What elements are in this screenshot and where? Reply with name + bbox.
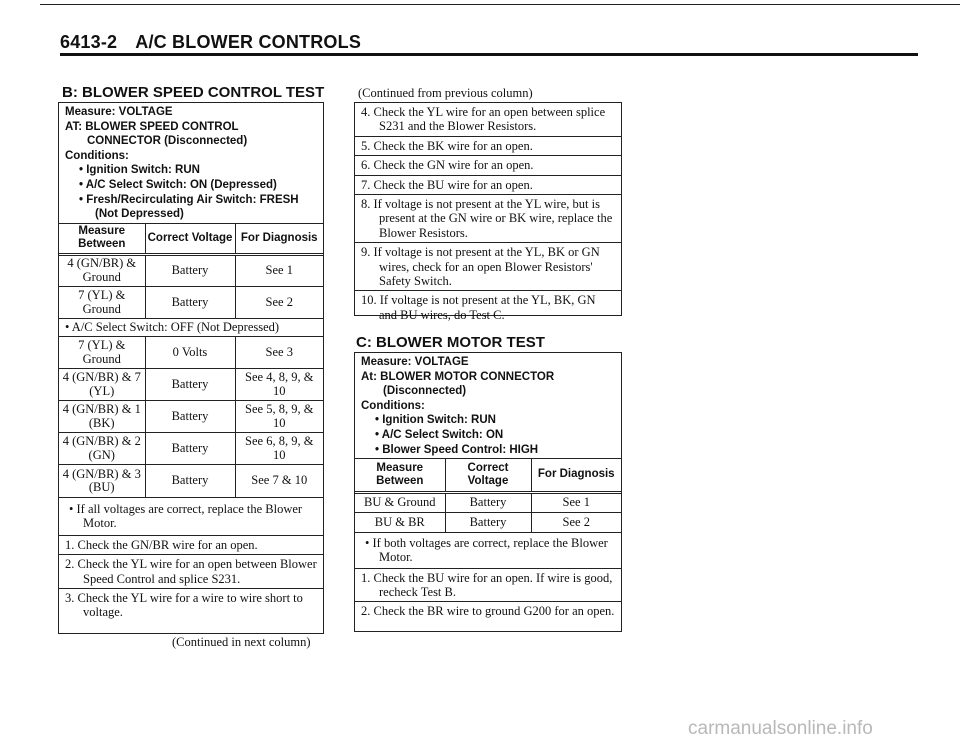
step-item: 8. If voltage is not present at the YL wire, but is present at the GN wire or BK wire, replace the Blower Resistors.	[355, 194, 621, 242]
cell-diagnosis: See 3	[235, 337, 323, 369]
page-header	[60, 32, 361, 53]
at-line: At: BLOWER MOTOR CONNECTOR	[361, 370, 555, 383]
table-row	[59, 465, 323, 497]
cell-voltage: 0 Volts	[145, 337, 235, 369]
section-b-note	[59, 497, 323, 535]
table-row	[59, 401, 323, 433]
section-c-note	[355, 532, 621, 568]
conditions-label: Conditions:	[65, 149, 129, 162]
col-header: For Diagnosis	[531, 459, 621, 493]
condition-item: • A/C Select Switch: ON (Depressed)	[79, 178, 277, 191]
continued-box	[354, 102, 622, 322]
step-item: 7. Check the BU wire for an open.	[355, 175, 621, 194]
cell-voltage: Battery	[145, 286, 235, 318]
condition-item: • Ignition Switch: RUN	[375, 414, 496, 427]
table-header-row	[59, 223, 323, 254]
page-number: 6413-2	[60, 32, 118, 52]
col-header: Measure Between	[59, 223, 145, 254]
cell-diagnosis: See 4, 8, 9, & 10	[235, 369, 323, 401]
measure-line: Measure: VOLTAGE	[65, 106, 173, 118]
condition-item: • A/C Select Switch: ON	[375, 428, 504, 441]
table-row	[355, 513, 621, 532]
continued-from-caption: (Continued from previous column)	[358, 86, 533, 100]
cell-voltage: Battery	[145, 433, 235, 465]
table-row	[59, 433, 323, 465]
cell-diagnosis: See 5, 8, 9, & 10	[235, 401, 323, 433]
section-b-conditions	[59, 103, 323, 222]
at-line-2: CONNECTOR (Disconnected)	[87, 135, 248, 148]
section-b-table-off	[59, 336, 323, 497]
page-title: A/C BLOWER CONTROLS	[135, 32, 362, 52]
cell-voltage: Battery	[145, 401, 235, 433]
step-item: 2. Check the BR wire to ground G200 for an open.	[355, 601, 621, 620]
step-item: 1. Check the BU wire for an open. If wire is good, recheck Test B.	[355, 568, 621, 602]
table-row	[59, 254, 323, 286]
cell-measure: 7 (YL) & Ground	[59, 286, 145, 318]
section-c-title: C: BLOWER MOTOR TEST	[356, 334, 545, 351]
cell-voltage: Battery	[445, 513, 531, 532]
cell-measure: BU & BR	[355, 513, 445, 532]
section-b-table-on	[59, 223, 323, 319]
condition-item: • Ignition Switch: RUN	[79, 164, 200, 177]
step-item: 4. Check the YL wire for an open between splice S231 and the Blower Resistors.	[361, 105, 606, 134]
col-header: Correct Voltage	[145, 223, 235, 254]
step-item: 5. Check the BK wire for an open.	[355, 136, 621, 155]
section-c-box	[354, 352, 622, 632]
step-item: 6. Check the GN wire for an open.	[355, 155, 621, 174]
step-item: 3. Check the YL wire for a wire to wire short to voltage.	[59, 588, 323, 622]
top-rule	[40, 4, 960, 5]
cell-voltage: Battery	[145, 465, 235, 497]
table-row	[59, 337, 323, 369]
cell-measure: 4 (GN/BR) & 2 (GN)	[59, 433, 145, 465]
cell-measure: 4 (GN/BR) & Ground	[59, 254, 145, 286]
watermark: carmanualsonline.info	[688, 718, 873, 739]
cell-measure: 7 (YL) & Ground	[59, 337, 145, 369]
cell-voltage: Battery	[445, 493, 531, 513]
cell-measure: 4 (GN/BR) & 1 (BK)	[59, 401, 145, 433]
header-rule	[60, 53, 918, 56]
condition-item: • Fresh/Recirculating Air Switch: FRESH	[79, 193, 299, 206]
note-text: • If both voltages are correct, replace the Blower Motor.	[365, 535, 608, 565]
cell-measure: 4 (GN/BR) & 7 (YL)	[59, 369, 145, 401]
at-line: AT: BLOWER SPEED CONTROL	[65, 120, 239, 133]
cell-measure: 4 (GN/BR) & 3 (BU)	[59, 465, 145, 497]
cell-diagnosis: See 2	[531, 513, 621, 532]
section-b-steps	[59, 535, 323, 622]
conditions-label: Conditions:	[361, 399, 425, 412]
condition-item-cont: (Not Depressed)	[95, 208, 184, 221]
col-header: Measure Between	[355, 459, 445, 493]
step-item: 1. Check the GN/BR wire for an open.	[59, 535, 323, 554]
cell-voltage: Battery	[145, 369, 235, 401]
step-item: 9. If voltage is not present at the YL, BK or GN wires, check for an open Blower Resistors' Safety Switch.	[355, 242, 621, 290]
section-b-box	[58, 102, 324, 634]
table-header-row	[355, 459, 621, 493]
cell-diagnosis: See 2	[235, 286, 323, 318]
cell-diagnosis: See 1	[235, 254, 323, 286]
continued-next-caption: (Continued in next column)	[172, 635, 311, 649]
measure-line: Measure: VOLTAGE	[361, 356, 469, 368]
section-c-conditions	[355, 353, 621, 457]
table-row	[355, 493, 621, 513]
col-header: For Diagnosis	[235, 223, 323, 254]
cell-measure: BU & Ground	[355, 493, 445, 513]
table-row	[59, 286, 323, 318]
step-item: 2. Check the YL wire for an open between Blower Speed Control and splice S231.	[59, 554, 323, 588]
section-b-title: B: BLOWER SPEED CONTROL TEST	[62, 84, 325, 101]
note-text: • If all voltages are correct, replace the Blower Motor.	[69, 501, 303, 531]
at-line-2: (Disconnected)	[383, 385, 467, 398]
step-item: 10. If voltage is not present at the YL, BK, GN and BU wires, do Test C.	[355, 290, 621, 324]
condition-item: • Blower Speed Control: HIGH	[375, 443, 539, 456]
section-c-table	[355, 458, 621, 532]
col-header: Correct Voltage	[445, 459, 531, 493]
cell-diagnosis: See 6, 8, 9, & 10	[235, 433, 323, 465]
cell-voltage: Battery	[145, 254, 235, 286]
switch-off-condition: • A/C Select Switch: OFF (Not Depressed)	[59, 318, 323, 336]
cell-diagnosis: See 1	[531, 493, 621, 513]
cell-diagnosis: See 7 & 10	[235, 465, 323, 497]
table-row	[59, 369, 323, 401]
